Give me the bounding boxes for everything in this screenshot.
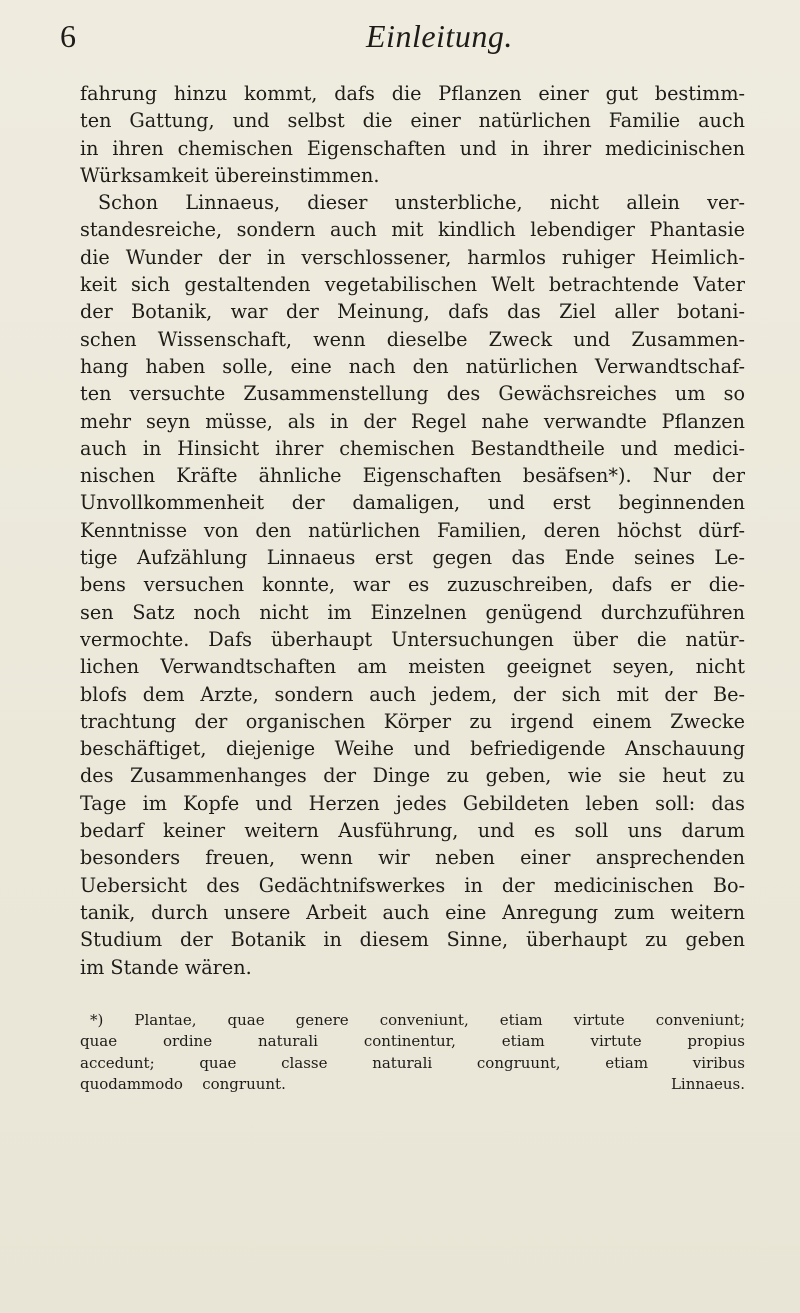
running-head: Einleitung.: [366, 18, 513, 54]
text-line: die Wunder der in verschlossener, harmlos ruhiger Heimlich-: [80, 245, 745, 269]
page-header: [60, 14, 750, 64]
text-line: fahrung hinzu kommt, dafs die Pflanzen einer gut bestimm-: [80, 82, 745, 105]
text-line: blofs dem Arzte, sondern auch jedem, der sich mit der Be-: [80, 682, 745, 706]
text-line: trachtung der organischen Körper zu irgend einem Zwecke: [80, 709, 745, 733]
text-line: besonders freuen, wenn wir neben einer ansprechenden: [80, 846, 745, 870]
text-line: auch in Hinsicht ihrer chemischen Bestandtheile und medici-: [80, 436, 745, 460]
text-line: tige Aufzählung Linnaeus erst gegen das Ende seines Le-: [80, 546, 745, 570]
text-line: ten versuchte Zusammenstellung des Gewächsreiches um so: [80, 382, 745, 406]
text-line: Tage im Kopfe und Herzen jedes Gebildeten leben soll: das: [80, 791, 745, 815]
footnote-line: accedunt; quae classe naturali congruunt, etiam viribus: [80, 1053, 745, 1072]
footnote-line: quodammodo congruunt. Linnaeus.: [80, 1074, 745, 1093]
text-line: lichen Verwandtschaften am meisten geeignet seyen, nicht: [80, 655, 745, 679]
text-line: Kenntnisse von den natürlichen Familien, deren höchst dürf-: [80, 518, 745, 542]
text-line: Würksamkeit übereinstimmen.: [80, 163, 380, 187]
text-line: mehr seyn müsse, als in der Regel nahe verwandte Pflanzen: [80, 409, 745, 433]
text-line: beschäftiget, diejenige Weihe und befriedigende Anschauung: [80, 737, 745, 761]
footnote: [80, 1010, 745, 1095]
footnote-line: quae ordine naturali continentur, etiam virtute propius: [80, 1032, 745, 1051]
text-line: vermochte. Dafs überhaupt Untersuchungen über die natür-: [80, 627, 745, 651]
text-line: nischen Kräfte ähnliche Eigenschaften besäfsen*). Nur der: [80, 464, 745, 488]
text-line: standesreiche, sondern auch mit kindlich lebendiger Phantasie: [80, 218, 745, 242]
text-line: Uebersicht des Gedächtnifswerkes in der medicinischen Bo-: [80, 873, 745, 897]
text-line: bedarf keiner weitern Ausführung, und es soll uns darum: [80, 819, 745, 843]
text-line: tanik, durch unsere Arbeit auch eine Anregung zum weitern: [80, 900, 745, 924]
text-line: Schon Linnaeus, dieser unsterbliche, nicht allein ver-: [98, 191, 745, 215]
text-line: schen Wissenschaft, wenn dieselbe Zweck und Zusammen-: [80, 327, 745, 351]
text-line: des Zusammenhanges der Dinge zu geben, wie sie heut zu: [80, 764, 745, 788]
main-text: [80, 80, 745, 981]
text-line: Studium der Botanik in diesem Sinne, überhaupt zu geben: [80, 928, 745, 952]
text-line: in ihren chemischen Eigenschaften und in ihrer medicinischen: [80, 136, 745, 160]
text-line: hang haben solle, eine nach den natürlichen Verwandtschaf-: [80, 354, 745, 378]
text-line: sen Satz noch nicht im Einzelnen genügend durchzuführen: [80, 600, 745, 624]
page-number: 6: [60, 18, 76, 54]
footnote-line: *) Plantae, quae genere conveniunt, etiam virtute conveniunt;: [90, 1011, 745, 1029]
text-line: ten Gattung, und selbst die einer natürlichen Familie auch: [80, 109, 745, 133]
text-line: der Botanik, war der Meinung, dafs das Ziel aller botani-: [80, 300, 745, 324]
text-line: im Stande wären.: [80, 955, 252, 979]
text-line: bens versuchen konnte, war es zuzuschreiben, dafs er die-: [80, 573, 745, 597]
text-line: keit sich gestaltenden vegetabilischen Welt betrachtende Vater: [80, 273, 745, 297]
text-line: Unvollkommenheit der damaligen, und erst beginnenden: [80, 491, 745, 515]
